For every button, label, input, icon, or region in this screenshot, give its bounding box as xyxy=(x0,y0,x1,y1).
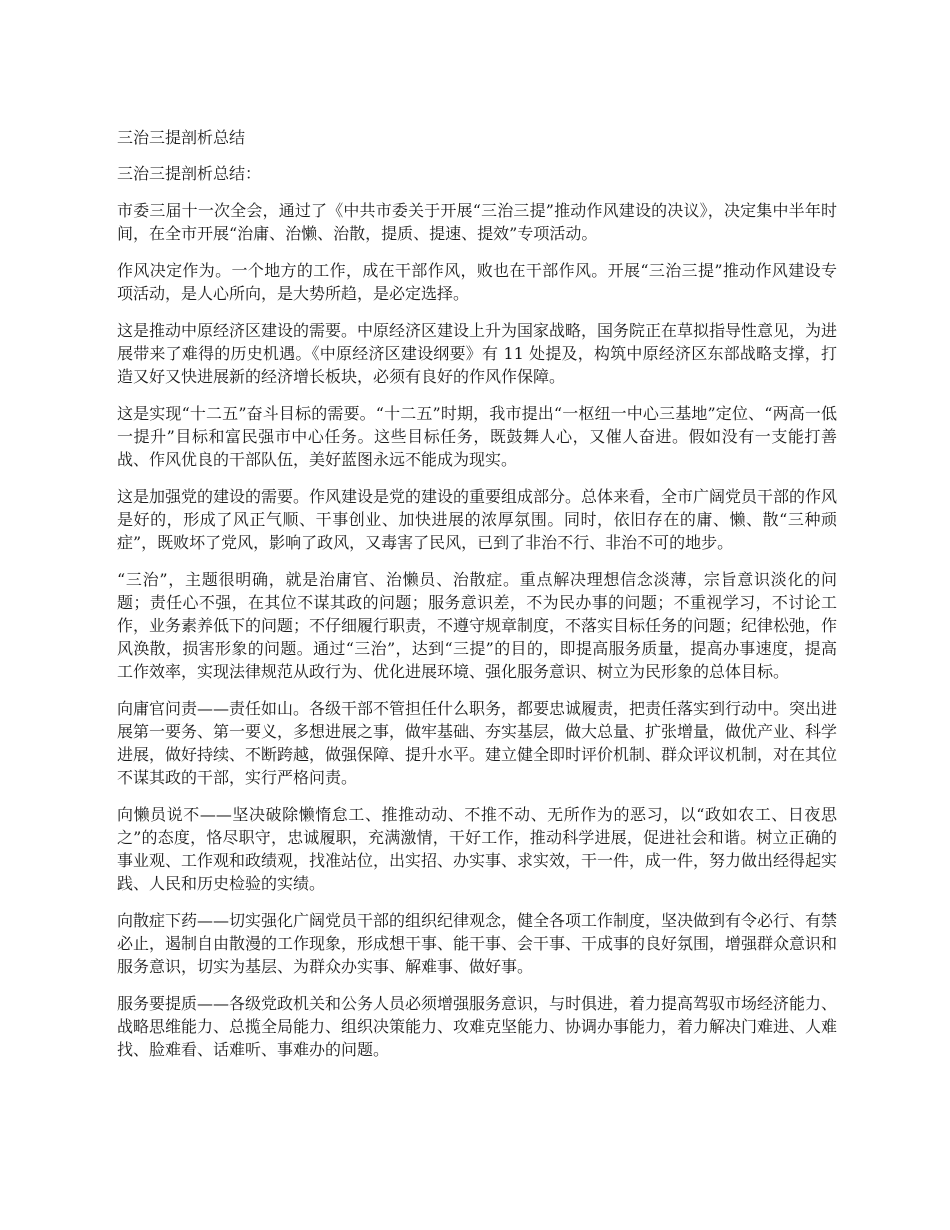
document-title: 三治三提剖析总结 xyxy=(117,128,246,147)
paragraph: 向懒员说不——坚决破除懒惰怠工、推推动动、不推不动、无所作为的恶习，以“政如农工、日夜思之”的态度，恪尽职守，忠诚履职，充满激情，干好工作，推动科学进展，促进社会和谐。树立正确的事业观、工作观和政绩观，找准站位，出实招、办实事、求实效，干一件，成一件，努力做出经得起实践、人民和历史检验的实绩。 xyxy=(117,805,838,893)
paragraph: 这是加强党的建设的需要。作风建设是党的建设的重要组成部分。总体来看，全市广阔党员干部的作风是好的，形成了风正气顺、干事创业、加快进展的浓厚氛围。同时，依旧存在的庸、懒、散“三种顽症”，既败坏了党风，影响了政风，又毒害了民风，已到了非治不行、非治不可的地步。 xyxy=(117,487,838,552)
document-body xyxy=(117,126,837,1075)
paragraph: 这是实现“十二五”奋斗目标的需要。“十二五”时期，我市提出“一枢纽一中心三基地”定位、“两高一低一提升”目标和富民强市中心任务。这些目标任务，既鼓舞人心，又催人奋进。假如没有一支能打善战、作风优良的干部队伍，美好蓝图永远不能成为现实。 xyxy=(117,404,837,469)
paragraph: 服务要提质——各级党政机关和公务人员必须增强服务意识，与时俱进，着力提高驾驭市场经济能力、战略思维能力、总揽全局能力、组织决策能力、攻难克坚能力、协调办事能力，着力解决门难进、人难找、脸难看、话难听、事难办的问题。 xyxy=(117,994,838,1059)
paragraph: “三治”，主题很明确，就是治庸官、治懒员、治散症。重点解决理想信念淡薄，宗旨意识淡化的问题；责任心不强，在其位不谋其政的问题；服务意识差，不为民办事的问题；不重视学习，不讨论工作，业务素养低下的问题；不仔细履行职责，不遵守规章制度，不落实目标任务的问题；纪律松弛，作风涣散，损害形象的问题。通过“三治”，达到“三提”的目的，即提高服务质量，提高办事速度，提高工作效率，实现法律规范从政行为、优化进展环境、强化服务意识、树立为民形象的总体目标。 xyxy=(117,570,838,681)
paragraph: 市委三届十一次全会，通过了《中共市委关于开展“三治三提”推动作风建设的决议》，决定集中半年时间，在全市开展“治庸、治懒、治散，提质、提速、提效”专项活动。 xyxy=(117,201,837,243)
paragraph: 向散症下药——切实强化广阔党员干部的组织纪律观念，健全各项工作制度，坚决做到有令必行、有禁必止，遏制自由散漫的工作现象，形成想干事、能干事、会干事、干成事的良好氛围，增强群众意识和服务意识，切实为基层、为群众办实事、解难事、做好事。 xyxy=(117,911,838,976)
paragraph: 作风决定作为。一个地方的工作，成在干部作风，败也在干部作风。开展“三治三提”推动作风建设专项活动，是人心所向，是大势所趋，是必定选择。 xyxy=(117,261,837,303)
paragraph: 这是推动中原经济区建设的需要。中原经济区建设上升为国家战略，国务院正在草拟指导性意见，为进展带来了难得的历史机遇。《中原经济区建设纲要》有 11 处提及，构筑中原经济区东部战略支撑，打造又好又快进展新的经济增长板块，必须有良好的作风作保障。 xyxy=(117,321,838,386)
paragraph: 三治三提剖析总结： xyxy=(117,164,262,183)
paragraph: 向庸官问责——责任如山。各级干部不管担任什么职务，都要忠诚履责，把责任落实到行动中。突出进展第一要务、第一要义，多想进展之事，做牢基础、夯实基层，做大总量、扩张增量，做优产业、科学进展，做好持续、不断跨越，做强保障、提升水平。建立健全即时评价机制、群众评议机制，对在其位不谋其政的干部，实行严格问责。 xyxy=(117,699,838,787)
